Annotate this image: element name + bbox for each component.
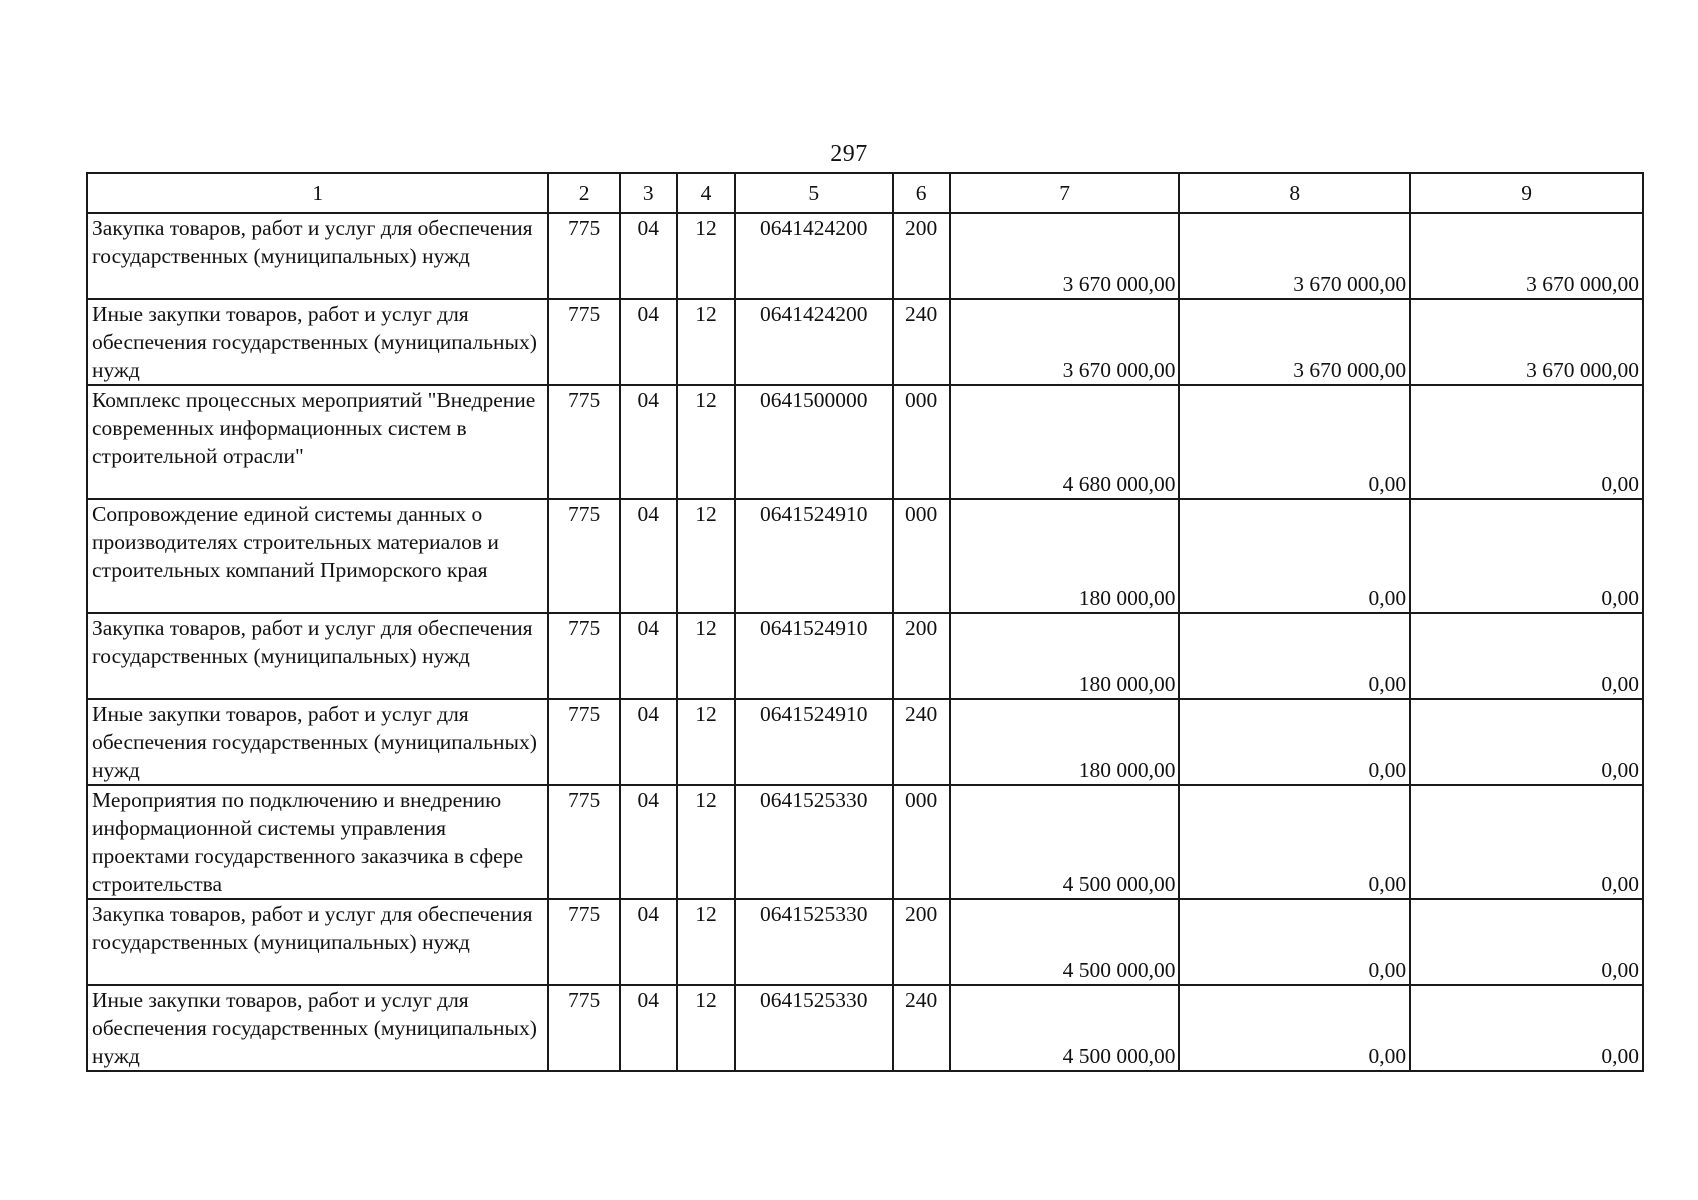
row-amount-col9: 0,00	[1410, 899, 1643, 985]
header-cell-3: 3	[620, 173, 677, 213]
row-ministry-code: 775	[548, 299, 619, 385]
row-section-code: 04	[620, 699, 677, 785]
row-amount-col8: 0,00	[1179, 613, 1410, 699]
row-subsection-code: 12	[677, 299, 735, 385]
row-amount-col9: 0,00	[1410, 385, 1643, 499]
row-section-code: 04	[620, 785, 677, 899]
row-name: Иные закупки товаров, работ и услуг для обеспечения государственных (муниципальных) нужд	[87, 299, 548, 385]
header-row	[87, 173, 1643, 213]
row-amount-col7: 180 000,00	[950, 613, 1180, 699]
row-subsection-code: 12	[677, 385, 735, 499]
row-name: Закупка товаров, работ и услуг для обеспечения государственных (муниципальных) нужд	[87, 899, 548, 985]
row-expense-type-code: 240	[893, 699, 950, 785]
row-amount-col9: 0,00	[1410, 785, 1643, 899]
row-amount-col8: 0,00	[1179, 899, 1410, 985]
row-ministry-code: 775	[548, 213, 619, 299]
row-amount-col7: 4 500 000,00	[950, 985, 1180, 1071]
row-ministry-code: 775	[548, 385, 619, 499]
row-amount-col7: 180 000,00	[950, 499, 1180, 613]
row-name: Комплекс процессных мероприятий "Внедрение современных информационных систем в строительной отрасли"	[87, 385, 548, 499]
header-cell-7: 7	[950, 173, 1180, 213]
row-name: Иные закупки товаров, работ и услуг для обеспечения государственных (муниципальных) нужд	[87, 699, 548, 785]
row-section-code: 04	[620, 499, 677, 613]
table-row	[87, 213, 1643, 299]
row-ministry-code: 775	[548, 613, 619, 699]
table-row	[87, 613, 1643, 699]
row-expense-type-code: 000	[893, 499, 950, 613]
row-amount-col8: 3 670 000,00	[1179, 213, 1410, 299]
row-target-code: 0641525330	[735, 785, 893, 899]
row-target-code: 0641525330	[735, 899, 893, 985]
row-amount-col8: 3 670 000,00	[1179, 299, 1410, 385]
row-amount-col7: 4 500 000,00	[950, 899, 1180, 985]
budget-table	[86, 172, 1644, 1072]
table-row	[87, 785, 1643, 899]
row-amount-col8: 0,00	[1179, 985, 1410, 1071]
header-cell-5: 5	[735, 173, 893, 213]
row-target-code: 0641500000	[735, 385, 893, 499]
row-subsection-code: 12	[677, 613, 735, 699]
row-ministry-code: 775	[548, 699, 619, 785]
table-row	[87, 299, 1643, 385]
row-amount-col7: 180 000,00	[950, 699, 1180, 785]
row-amount-col9: 3 670 000,00	[1410, 299, 1643, 385]
row-subsection-code: 12	[677, 985, 735, 1071]
row-ministry-code: 775	[548, 899, 619, 985]
row-subsection-code: 12	[677, 213, 735, 299]
header-cell-1: 1	[87, 173, 548, 213]
page-number: 297	[830, 141, 868, 167]
row-expense-type-code: 000	[893, 785, 950, 899]
row-subsection-code: 12	[677, 499, 735, 613]
row-target-code: 0641524910	[735, 613, 893, 699]
row-expense-type-code: 240	[893, 299, 950, 385]
header-cell-2: 2	[548, 173, 619, 213]
row-ministry-code: 775	[548, 785, 619, 899]
row-amount-col8: 0,00	[1179, 785, 1410, 899]
row-amount-col8: 0,00	[1179, 499, 1410, 613]
table-row	[87, 699, 1643, 785]
table-row	[87, 499, 1643, 613]
row-name: Мероприятия по подключению и внедрению информационной системы управления проектами государственного заказчика в сфере строительства	[87, 785, 548, 899]
row-expense-type-code: 200	[893, 613, 950, 699]
row-target-code: 0641524910	[735, 699, 893, 785]
row-ministry-code: 775	[548, 985, 619, 1071]
row-amount-col7: 3 670 000,00	[950, 299, 1180, 385]
row-expense-type-code: 200	[893, 213, 950, 299]
row-section-code: 04	[620, 385, 677, 499]
row-name: Закупка товаров, работ и услуг для обеспечения государственных (муниципальных) нужд	[87, 613, 548, 699]
row-ministry-code: 775	[548, 499, 619, 613]
row-name: Сопровождение единой системы данных о производителях строительных материалов и строительных компаний Приморского края	[87, 499, 548, 613]
row-amount-col7: 4 680 000,00	[950, 385, 1180, 499]
row-target-code: 0641424200	[735, 299, 893, 385]
row-section-code: 04	[620, 213, 677, 299]
row-target-code: 0641524910	[735, 499, 893, 613]
header-cell-8: 8	[1179, 173, 1410, 213]
row-section-code: 04	[620, 613, 677, 699]
row-subsection-code: 12	[677, 899, 735, 985]
row-amount-col9: 0,00	[1410, 699, 1643, 785]
row-section-code: 04	[620, 299, 677, 385]
header-cell-4: 4	[677, 173, 735, 213]
row-expense-type-code: 200	[893, 899, 950, 985]
row-expense-type-code: 000	[893, 385, 950, 499]
row-section-code: 04	[620, 899, 677, 985]
row-amount-col8: 0,00	[1179, 699, 1410, 785]
row-amount-col7: 3 670 000,00	[950, 213, 1180, 299]
row-name: Иные закупки товаров, работ и услуг для обеспечения государственных (муниципальных) нужд	[87, 985, 548, 1071]
row-amount-col7: 4 500 000,00	[950, 785, 1180, 899]
table-row	[87, 385, 1643, 499]
row-subsection-code: 12	[677, 699, 735, 785]
row-amount-col9: 0,00	[1410, 985, 1643, 1071]
row-amount-col9: 0,00	[1410, 613, 1643, 699]
table-row	[87, 899, 1643, 985]
row-section-code: 04	[620, 985, 677, 1071]
header-cell-6: 6	[893, 173, 950, 213]
table-row	[87, 985, 1643, 1071]
row-amount-col9: 0,00	[1410, 499, 1643, 613]
row-name: Закупка товаров, работ и услуг для обеспечения государственных (муниципальных) нужд	[87, 213, 548, 299]
row-subsection-code: 12	[677, 785, 735, 899]
row-amount-col9: 3 670 000,00	[1410, 213, 1643, 299]
header-cell-9: 9	[1410, 173, 1643, 213]
row-amount-col8: 0,00	[1179, 385, 1410, 499]
row-target-code: 0641525330	[735, 985, 893, 1071]
row-expense-type-code: 240	[893, 985, 950, 1071]
row-target-code: 0641424200	[735, 213, 893, 299]
